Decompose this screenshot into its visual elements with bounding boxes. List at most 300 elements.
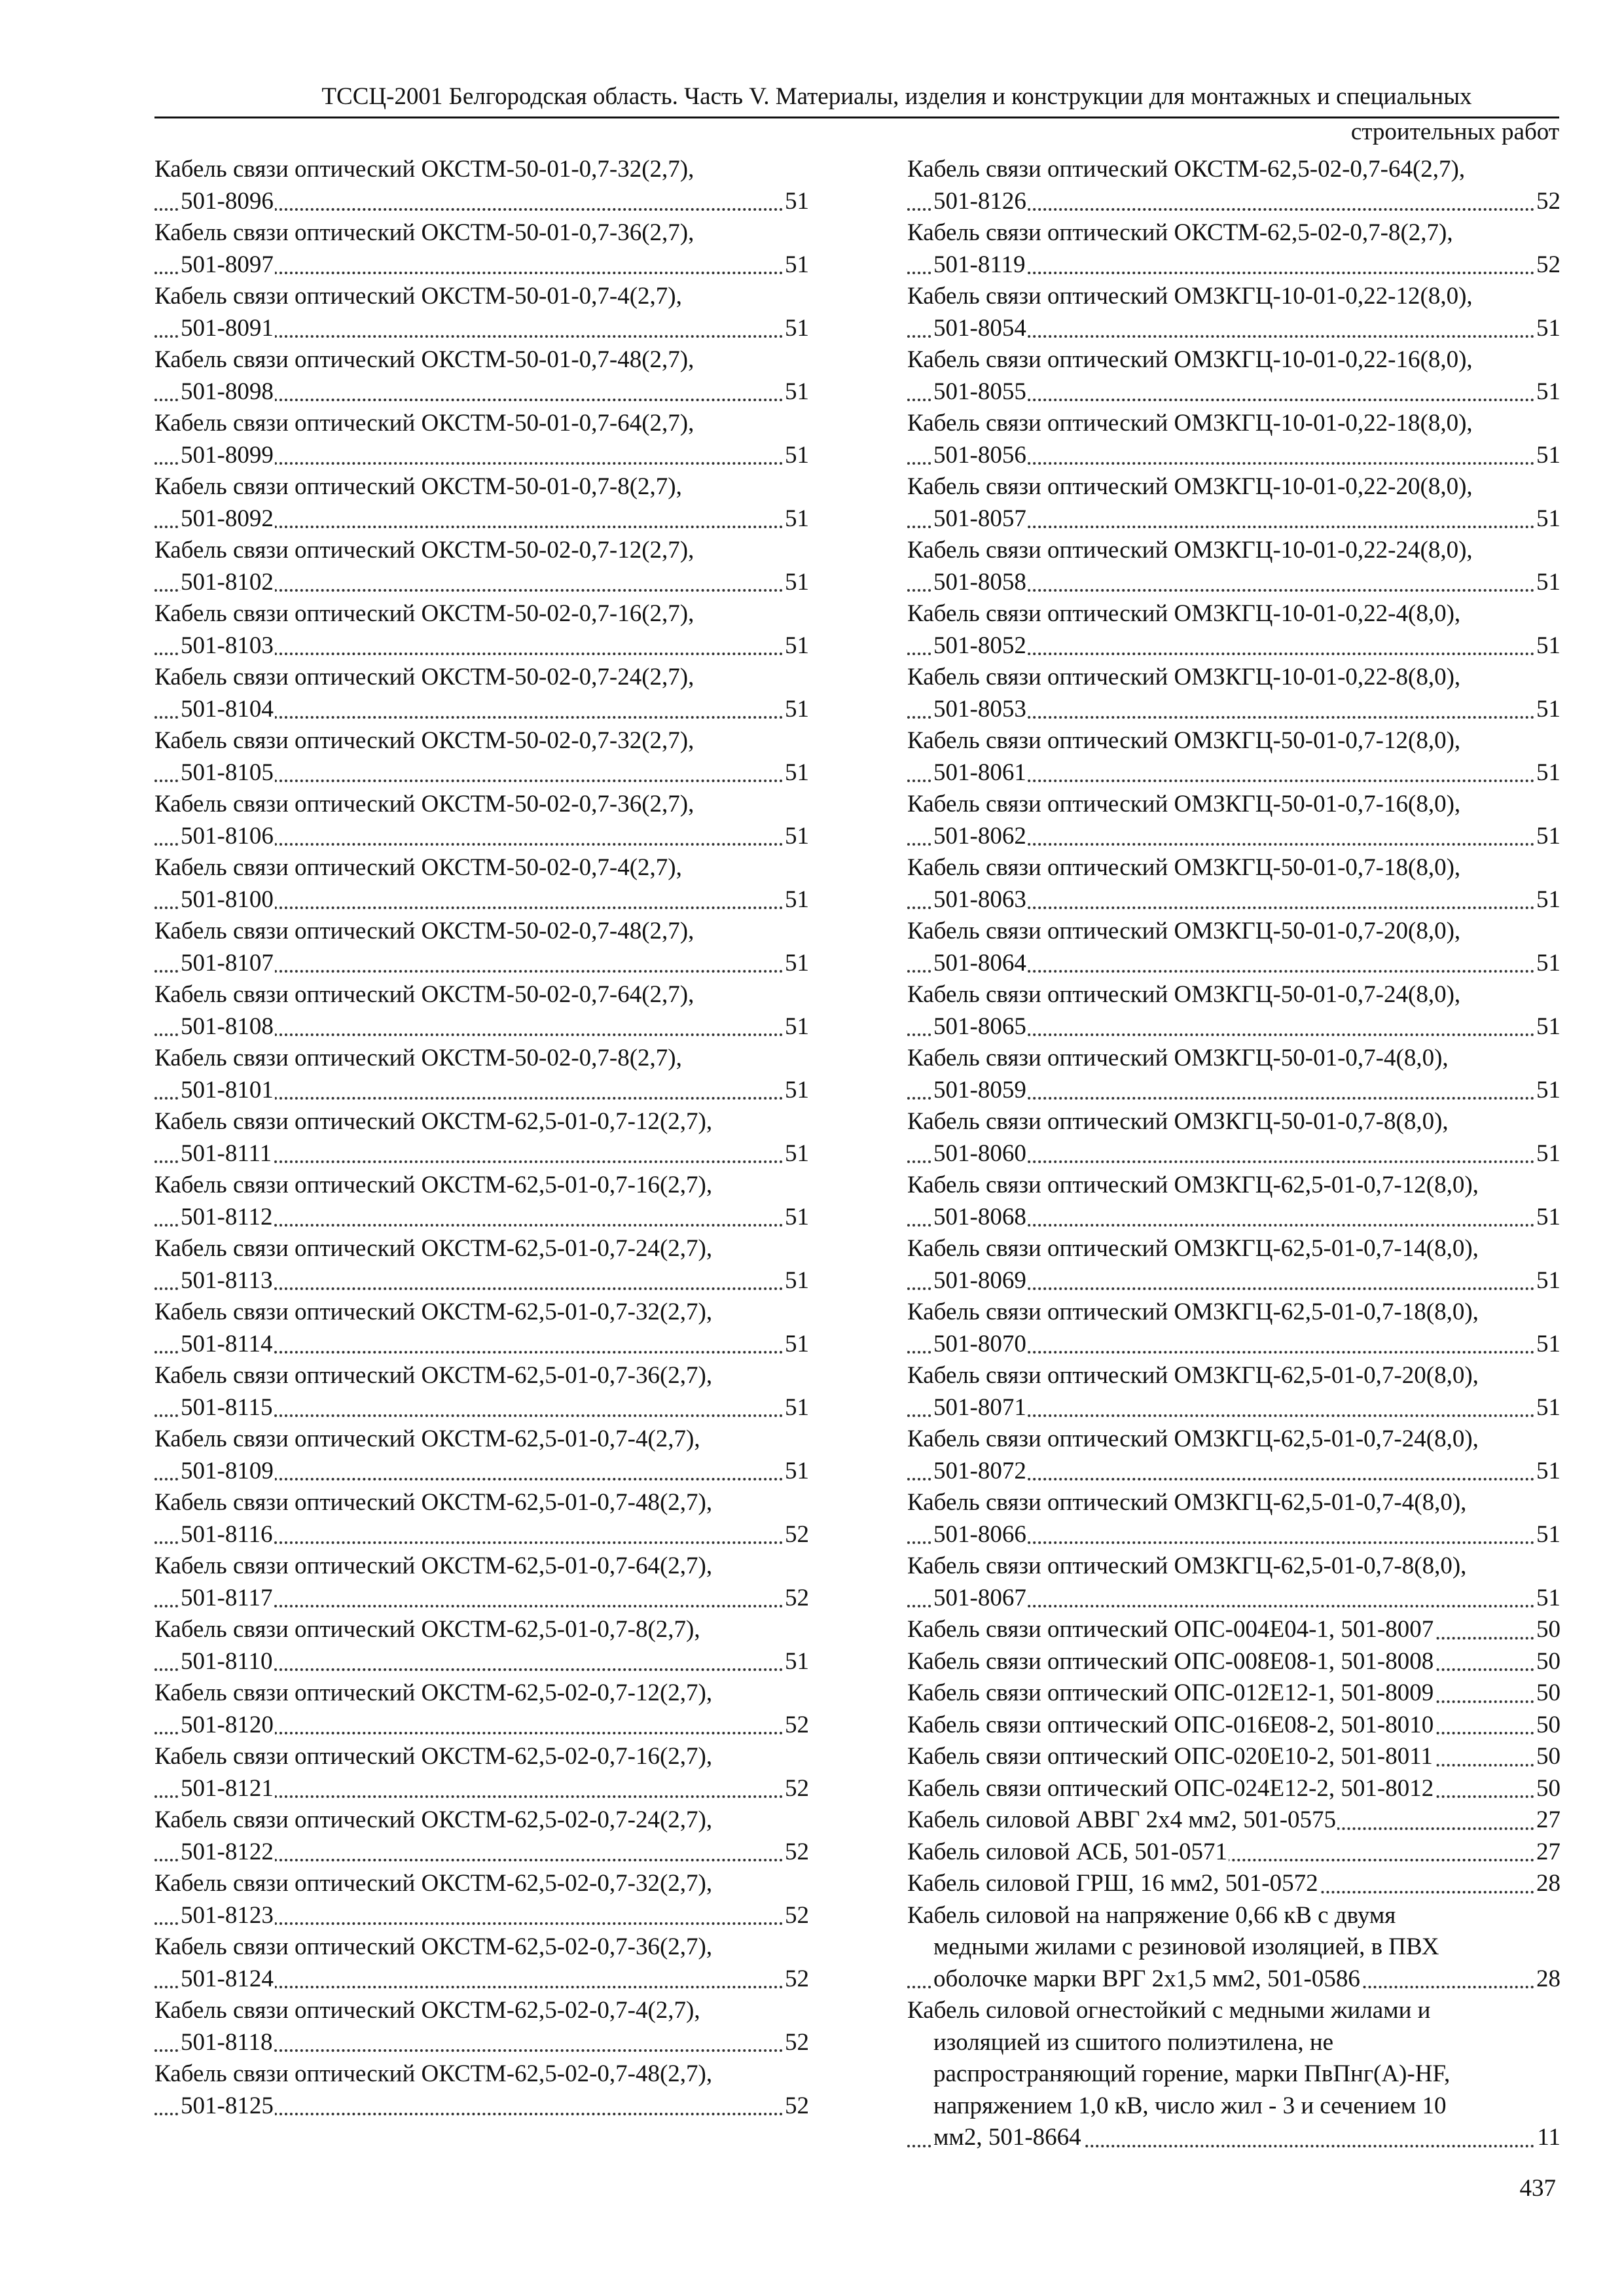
entry-page-ref: 50 [1534,1646,1561,1678]
entry-text: Кабель связи оптический ОМЗКГЦ-62,5-01-0,7-18(8,0), [907,1299,1479,1325]
index-entry-line [154,979,809,1011]
entry-text: Кабель связи оптический ОМЗКГЦ-62,5-01-0,7-8(8,0), [907,1552,1467,1579]
entry-text: 501-8058 [933,568,1026,596]
entry-page-ref: 51 [782,186,809,218]
index-entry [154,344,809,408]
index-entry-line [907,186,1561,218]
entry-text: Кабель связи оптический ОКСТМ-50-02-0,7-16(2,7), [154,600,695,627]
index-entry [154,1931,809,1995]
index-entry-line [154,1360,809,1392]
index-entry-line [907,1202,1561,1234]
entry-text: распространяющий горение, марки ПвПнг(А)-HF, [933,2060,1451,2087]
running-header: ТССЦ-2001 Белгородская область. Часть V. Материалы, изделия и конструкции для монтажных и специальных [321,83,1472,110]
entry-text: Кабель связи оптический ОКСТМ-62,5-01-0,7-8(2,7), [154,1616,700,1643]
index-entry-line [907,1424,1561,1456]
entry-text: Кабель связи оптический ОКСТМ-50-02-0,7-36(2,7), [154,791,695,817]
index-entry-line [154,1043,809,1075]
running-header-continuation: строительных работ [1350,118,1559,145]
entry-page-ref: 51 [1534,1583,1561,1615]
index-entry-line [907,1075,1561,1107]
index-entry-line [154,884,809,916]
header-rule [154,117,1559,118]
entry-text: 501-8107 [181,949,274,977]
entry-text: Кабель связи оптический ОКСТМ-62,5-02-0,7-24(2,7), [154,1806,713,1833]
entry-text: 501-8121 [181,1774,274,1802]
entry-page-ref: 51 [1534,1519,1561,1551]
index-entry [154,154,809,217]
index-entry-line [907,1297,1561,1329]
index-entry-line [907,1519,1561,1551]
entry-text: 501-8111 [181,1139,272,1167]
entry-text: Кабель связи оптический ОМЗКГЦ-62,5-01-0,7-4(8,0), [907,1489,1467,1516]
index-entry-line [154,630,809,662]
index-entry-line [154,1614,809,1646]
index-entry [154,471,809,535]
index-entry-line [154,1106,809,1138]
index-entry-line [154,789,809,821]
entry-text: 501-8069 [933,1266,1026,1294]
entry-text: 501-8066 [933,1520,1026,1548]
entry-text: Кабель связи оптический ОКСТМ-62,5-01-0,7-32(2,7), [154,1299,713,1325]
entry-text: Кабель связи оптический ОМЗКГЦ-10-01-0,22-4(8,0), [907,600,1461,627]
entry-page-ref: 51 [782,1329,809,1361]
entry-text: Кабель связи оптический ОМЗКГЦ-50-01-0,7-4(8,0), [907,1045,1449,1071]
entry-page-ref: 51 [782,1265,809,1297]
index-entry-line [907,1804,1561,1837]
index-entry-line [907,503,1561,535]
entry-text: 501-8123 [181,1901,274,1929]
entry-page-ref: 51 [1534,757,1561,789]
index-entry-line [907,1614,1561,1646]
index-entry-line [154,1170,809,1202]
index-entry-line [154,440,809,472]
entry-page-ref: 51 [782,1202,809,1234]
entry-text: Кабель связи оптический ОКСТМ-62,5-02-0,7-4(2,7), [154,1997,700,2024]
index-entry-line [154,1995,809,2027]
entry-text: 501-8100 [181,886,274,913]
entry-page-ref: 51 [782,1392,809,1424]
index-entry-line [154,1265,809,1297]
index-entry-line [154,757,809,789]
entry-page-ref: 51 [1534,567,1561,599]
index-entry [154,1043,809,1106]
index-entry-line [907,1106,1561,1138]
index-entry-line [907,1487,1561,1519]
index-entry [907,1043,1561,1106]
index-entry-line [154,1392,809,1424]
index-entry [154,1487,809,1551]
entry-text: Кабель связи оптический ОКСТМ-62,5-02-0,7-12(2,7), [154,1679,713,1706]
index-entry [154,916,809,979]
index-entry-line [907,979,1561,1011]
index-entry [154,1614,809,1677]
entry-page-ref: 51 [1534,313,1561,345]
index-entry-line [907,789,1561,821]
entry-text: 501-8054 [933,314,1026,342]
index-entry [154,598,809,662]
entry-text: Кабель связи оптический ОМЗКГЦ-62,5-01-0,7-20(8,0), [907,1362,1479,1389]
index-entry-line [154,1583,809,1615]
entry-text: Кабель силовой на напряжение 0,66 кВ с двумя [907,1901,1396,1929]
index-entry-line [154,1710,809,1742]
index-entry-line [907,471,1561,503]
entry-page-ref: 50 [1534,1773,1561,1805]
index-entry-line [154,1519,809,1551]
index-entry-line [154,1741,809,1773]
index-entry-line [907,725,1561,757]
index-entry-line [154,281,809,313]
entry-page-ref: 51 [782,1138,809,1170]
entry-text: Кабель силовой огнестойкий с медными жилами и [907,1997,1431,2024]
entry-page-ref: 51 [782,694,809,726]
entry-page-ref: 51 [1534,1456,1561,1488]
entry-text: 501-8122 [181,1838,274,1865]
index-entry [907,1868,1561,1900]
index-entry-line [154,1202,809,1234]
entry-text: 501-8057 [933,505,1026,532]
entry-page-ref: 51 [782,567,809,599]
index-entry-line [907,884,1561,916]
entry-text: изоляцией из сшитого полиэтилена, не [933,2028,1334,2056]
entry-text: Кабель связи оптический ОКСТМ-62,5-02-0,7-32(2,7), [154,1870,713,1897]
index-entry-line [907,376,1561,408]
index-entry-line [154,2027,809,2059]
index-entry [907,979,1561,1043]
entry-text: 501-8061 [933,759,1026,786]
entry-text: 501-8068 [933,1203,1026,1230]
entry-text: оболочке марки ВРГ 2х1,5 мм2, 501-0586 [933,1965,1360,1992]
entry-text: Кабель связи оптический ОКСТМ-50-02-0,7-64(2,7), [154,981,695,1008]
index-entry [154,2058,809,2122]
entry-text: 501-8126 [933,187,1026,215]
index-entry-line [154,1868,809,1900]
index-entry [907,1741,1561,1773]
entry-text: Кабель связи оптический ОКСТМ-62,5-01-0,7-48(2,7), [154,1489,713,1516]
index-entry-line [154,471,809,503]
entry-page-ref: 52 [1534,249,1561,281]
entry-text: 501-8062 [933,822,1026,850]
entry-text: Кабель связи оптический ОКСТМ-62,5-01-0,7-4(2,7), [154,1426,700,1452]
entry-text: 501-8091 [181,314,274,342]
entry-text: Кабель связи оптический ОКСТМ-62,5-02-0,7-64(2,7), [907,156,1466,183]
index-entry [154,217,809,281]
index-entry-line [907,344,1561,376]
entry-page-ref: 51 [782,948,809,980]
index-entry [907,1900,1561,1996]
entry-text: Кабель связи оптический ОКСТМ-62,5-01-0,7-36(2,7), [154,1362,713,1389]
entry-text: Кабель связи оптический ОКСТМ-50-02-0,7-4(2,7), [154,854,682,881]
index-entry-line [154,217,809,249]
index-entry-line [907,1329,1561,1361]
index-entry-line [907,2090,1561,2123]
index-entry-line [154,1075,809,1107]
index-entry [907,1837,1561,1869]
entry-text: Кабель связи оптический ОПС-024Е12-2, 501-8012 [907,1774,1434,1802]
index-entry-line [154,376,809,408]
index-entry [907,1646,1561,1678]
index-entry-line [907,757,1561,789]
entry-page-ref: 27 [1534,1804,1561,1837]
index-entry-line [154,1837,809,1869]
entry-page-ref: 28 [1534,1868,1561,1900]
entry-text: 501-8098 [181,378,274,405]
entry-page-ref: 51 [1534,1138,1561,1170]
index-entry-line [907,1677,1561,1710]
index-entry-line [907,2027,1561,2059]
entry-text: Кабель связи оптический ОКСТМ-50-01-0,7-48(2,7), [154,346,695,373]
index-entry-line [907,1837,1561,1869]
index-entry-line [907,662,1561,694]
entry-text: 501-8070 [933,1330,1026,1357]
entry-text: Кабель связи оптический ОКСТМ-62,5-01-0,7-16(2,7), [154,1172,713,1198]
index-entry-line [907,249,1561,281]
entry-text: 501-8059 [933,1076,1026,1103]
index-entry [907,471,1561,535]
index-entry [907,344,1561,408]
entry-text: напряжением 1,0 кВ, число жил - 3 и сечением 10 [933,2092,1447,2119]
index-entry-line [154,2058,809,2090]
entry-text: 501-8052 [933,632,1026,659]
entry-text: 501-8053 [933,695,1026,723]
entry-page-ref: 52 [782,1837,809,1869]
index-entry [907,1614,1561,1646]
index-entry-line [154,1551,809,1583]
entry-text: Кабель связи оптический ОКСТМ-50-01-0,7-4(2,7), [154,283,682,310]
index-entry-line [907,852,1561,884]
index-entry [907,535,1561,598]
entry-text: 501-8103 [181,632,274,659]
entry-text: Кабель связи оптический ОКСТМ-50-02-0,7-32(2,7), [154,727,695,754]
entry-text: 501-8120 [181,1711,274,1738]
index-entry-line [154,725,809,757]
index-entry [907,1170,1561,1233]
entry-text: Кабель связи оптический ОМЗКГЦ-62,5-01-0,7-12(8,0), [907,1172,1479,1198]
entry-page-ref: 51 [782,630,809,662]
index-entry [907,281,1561,344]
index-entry-line [907,1456,1561,1488]
index-entry-line [907,1773,1561,1805]
index-entry [907,852,1561,916]
index-entry [154,408,809,471]
index-entry-line [154,1233,809,1265]
entry-page-ref: 50 [1534,1710,1561,1742]
entry-text: 501-8063 [933,886,1026,913]
entry-page-ref: 51 [782,313,809,345]
entry-page-ref: 52 [782,1964,809,1996]
index-entry-line [154,503,809,535]
entry-page-ref: 52 [782,2027,809,2059]
index-entry [154,1551,809,1614]
index-entry [907,217,1561,281]
index-entry [907,1995,1561,2154]
index-entry-line [907,1741,1561,1773]
index-entry [907,154,1561,217]
index-entry-line [154,1329,809,1361]
index-entry [907,662,1561,725]
index-entry [154,1868,809,1931]
entry-page-ref: 51 [1534,694,1561,726]
entry-text: Кабель связи оптический ОМЗКГЦ-50-01-0,7-18(8,0), [907,854,1461,881]
index-entry-line [154,2090,809,2123]
entry-text: Кабель связи оптический ОКСТМ-62,5-02-0,7-48(2,7), [154,2060,713,2087]
index-entry-line [907,567,1561,599]
entry-text: Кабель связи оптический ОКСТМ-50-01-0,7-36(2,7), [154,219,695,246]
index-entry-line [154,694,809,726]
index-entry [907,408,1561,471]
index-entry-line [907,1868,1561,1900]
entry-text: 501-8092 [181,505,274,532]
entry-text: Кабель связи оптический ОПС-008Е08-1, 501-8008 [907,1647,1434,1675]
entry-text: Кабель силовой АСБ, 501-0571 [907,1838,1228,1865]
entry-text: 501-8119 [933,251,1026,278]
entry-page-ref: 51 [1534,440,1561,472]
index-entry-line [154,1931,809,1964]
entry-text: 501-8108 [181,1013,274,1040]
index-entry-line [907,1170,1561,1202]
index-entry-line [907,1964,1561,1996]
index-entry [154,1741,809,1804]
entry-text: Кабель связи оптический ОКСТМ-62,5-02-0,7-8(2,7), [907,219,1453,246]
entry-page-ref: 51 [1534,821,1561,853]
index-entry-line [154,852,809,884]
entry-text: 501-8105 [181,759,274,786]
index-entry-line [907,1265,1561,1297]
entry-text: Кабель связи оптический ОМЗКГЦ-10-01-0,22-16(8,0), [907,346,1473,373]
index-entry-line [154,408,809,440]
entry-page-ref: 51 [1534,1265,1561,1297]
index-entry-line [154,567,809,599]
index-entry [154,535,809,598]
index-entry-line [907,2122,1561,2154]
entry-page-ref: 52 [782,2090,809,2123]
index-entry-line [907,1710,1561,1742]
index-entry-line [907,1043,1561,1075]
entry-text: Кабель связи оптический ОМЗКГЦ-10-01-0,22-18(8,0), [907,410,1473,437]
entry-page-ref: 50 [1534,1614,1561,1646]
entry-text: Кабель связи оптический ОМЗКГЦ-50-01-0,7-8(8,0), [907,1108,1449,1135]
entry-text: Кабель связи оптический ОМЗКГЦ-10-01-0,22-20(8,0), [907,473,1473,500]
index-entry [907,1360,1561,1424]
entry-page-ref: 27 [1534,1837,1561,1869]
entry-text: Кабель связи оптический ОПС-016Е08-2, 501-8010 [907,1711,1434,1738]
entry-text: Кабель связи оптический ОКСТМ-50-02-0,7-48(2,7), [154,918,695,944]
index-entry-line [907,694,1561,726]
entry-text: 501-8099 [181,441,274,469]
index-entry [907,1773,1561,1805]
entry-page-ref: 51 [1534,1011,1561,1043]
entry-text: 501-8114 [181,1330,273,1357]
index-entry-line [154,535,809,567]
entry-text: Кабель связи оптический ОКСТМ-50-01-0,7-8(2,7), [154,473,682,500]
index-entry [154,662,809,725]
index-entry-line [907,1011,1561,1043]
entry-page-ref: 51 [782,1011,809,1043]
entry-text: 501-8115 [181,1393,273,1421]
entry-page-ref: 51 [1534,1075,1561,1107]
index-entry-line [907,535,1561,567]
index-entry [154,1170,809,1233]
index-entry-line [907,916,1561,948]
index-entry [907,789,1561,852]
entry-text: 501-8097 [181,251,274,278]
entry-page-ref: 51 [782,376,809,408]
entry-text: Кабель связи оптический ОМЗКГЦ-62,5-01-0,7-24(8,0), [907,1426,1479,1452]
index-entry [154,1360,809,1424]
index-entry [154,1995,809,2058]
entry-text: 501-8064 [933,949,1026,977]
entry-text: Кабель связи оптический ОМЗКГЦ-50-01-0,7-16(8,0), [907,791,1461,817]
index-entry [907,1677,1561,1710]
index-entry-line [907,821,1561,853]
entry-page-ref: 11 [1534,2122,1561,2154]
entry-text: медными жилами с резиновой изоляцией, в ПВХ [933,1933,1439,1960]
index-entry [907,598,1561,662]
index-entry-line [907,598,1561,630]
index-entry-line [154,1804,809,1837]
index-entry-line [907,948,1561,980]
index-entry [907,1106,1561,1170]
entry-page-ref: 52 [782,1583,809,1615]
entry-text: 501-8117 [181,1584,273,1611]
entry-text: Кабель связи оптический ОКСТМ-62,5-02-0,7-36(2,7), [154,1933,713,1960]
entry-text: 501-8104 [181,695,274,723]
index-entry-line [907,1360,1561,1392]
entry-text: 501-8125 [181,2092,274,2119]
entry-page-ref: 52 [782,1773,809,1805]
index-entry-line [907,1646,1561,1678]
index-entry-line [154,1456,809,1488]
index-entry [907,916,1561,979]
entry-page-ref: 51 [782,884,809,916]
entry-page-ref: 51 [1534,884,1561,916]
index-entry-line [907,1995,1561,2027]
entry-text: 501-8055 [933,378,1026,405]
entry-text: 501-8109 [181,1457,274,1484]
entry-text: 501-8110 [181,1647,273,1675]
index-entry [154,979,809,1043]
entry-text: 501-8071 [933,1393,1026,1421]
entry-text: Кабель связи оптический ОКСТМ-50-02-0,7-8(2,7), [154,1045,682,1071]
index-entry [154,1297,809,1360]
index-entry [907,1804,1561,1837]
entry-text: Кабель связи оптический ОПС-012Е12-1, 501-8009 [907,1679,1434,1706]
index-entry-line [907,630,1561,662]
entry-page-ref: 51 [782,1646,809,1678]
entry-page-ref: 51 [782,1075,809,1107]
entry-text: 501-8056 [933,441,1026,469]
entry-text: Кабель связи оптический ОКСТМ-50-01-0,7-32(2,7), [154,156,695,183]
index-entry-line [154,1138,809,1170]
index-entry [154,1233,809,1297]
index-entry [154,1424,809,1487]
entry-page-ref: 51 [782,757,809,789]
index-entry-line [154,249,809,281]
index-entry-line [154,1487,809,1519]
index-entry [907,1487,1561,1551]
index-entry-line [154,916,809,948]
entry-text: Кабель связи оптический ОМЗКГЦ-10-01-0,22-12(8,0), [907,283,1473,310]
entry-text: Кабель связи оптический ОМЗКГЦ-10-01-0,22-8(8,0), [907,664,1461,691]
index-entry [907,1710,1561,1742]
entry-text: 501-8096 [181,187,274,215]
entry-text: 501-8106 [181,822,274,850]
entry-text: Кабель связи оптический ОМЗКГЦ-10-01-0,22-24(8,0), [907,537,1473,564]
entry-text: 501-8060 [933,1139,1026,1167]
entry-text: 501-8072 [933,1457,1026,1484]
index-entry-line [154,313,809,345]
entry-page-ref: 51 [1534,1392,1561,1424]
entry-page-ref: 51 [782,440,809,472]
